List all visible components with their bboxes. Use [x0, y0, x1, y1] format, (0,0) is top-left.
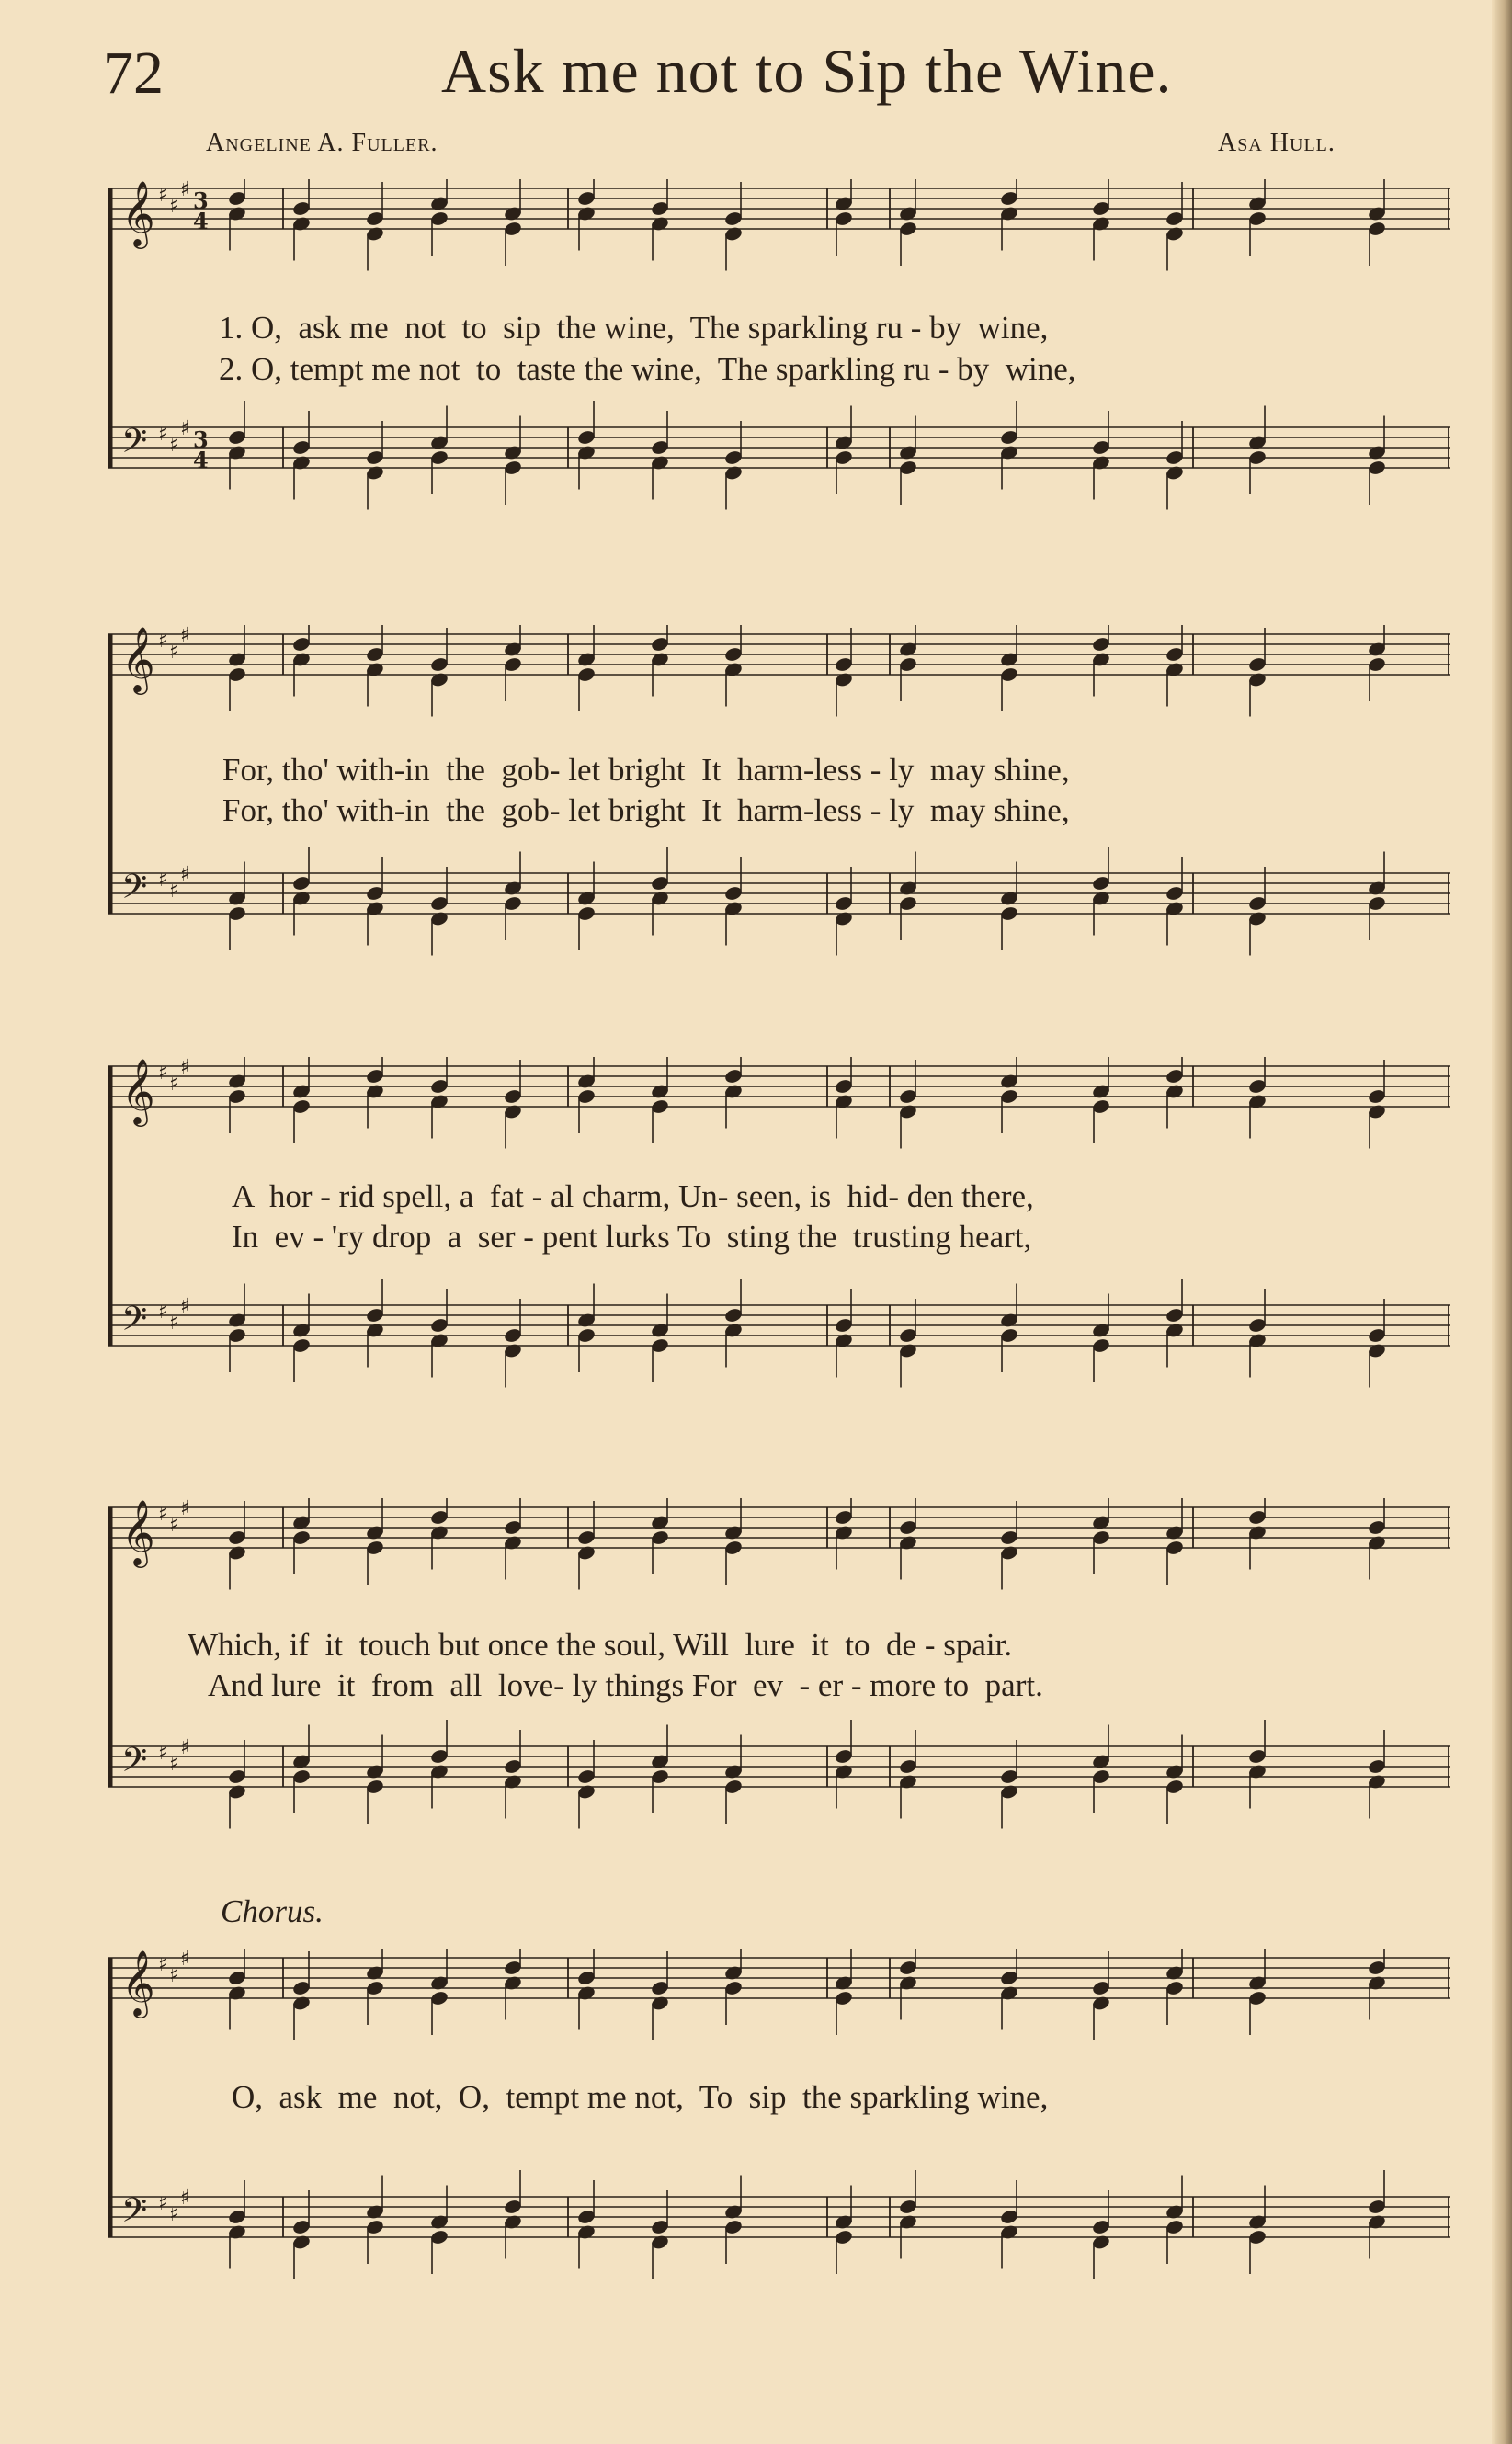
- treble-clef-icon: 𝄞: [121, 179, 155, 246]
- sharp-icon: ♯: [169, 1312, 179, 1335]
- time-signature: 3: [193, 426, 209, 453]
- sharp-icon: ♯: [180, 863, 190, 886]
- lyric-line: In ev - 'ry drop a ser - pent lurks To sting the trusting heart,: [232, 1219, 1032, 1255]
- lyric-line: Which, if it touch but once the soul, Will lure it to de - spair.: [188, 1627, 1013, 1663]
- staff-notation: [108, 625, 1450, 956]
- lyric-line: And lure it from all love- ly things For ev - er - more to part.: [208, 1667, 1043, 1703]
- treble-clef-icon: 𝄞: [121, 1057, 155, 1124]
- lyricist-credit: Angeline A. Fuller.: [206, 129, 438, 157]
- treble-clef-icon: 𝄞: [121, 625, 155, 692]
- sharp-icon: ♯: [158, 2192, 168, 2215]
- sharp-icon: ♯: [180, 1498, 190, 1520]
- sharp-icon: ♯: [158, 869, 168, 892]
- sharp-icon: ♯: [158, 423, 168, 446]
- sharp-icon: ♯: [169, 1753, 179, 1776]
- time-signature: 4: [193, 447, 209, 473]
- sharp-icon: ♯: [158, 1953, 168, 1976]
- music-system-2: [108, 625, 1450, 956]
- sharp-icon: ♯: [169, 195, 179, 218]
- sharp-icon: ♯: [169, 2203, 179, 2226]
- sharp-icon: ♯: [158, 1742, 168, 1765]
- sharp-icon: ♯: [169, 641, 179, 664]
- time-signature: 4: [193, 208, 209, 234]
- sharp-icon: ♯: [180, 1736, 190, 1759]
- hymn-title: Ask me not to Sip the Wine.: [441, 36, 1173, 106]
- sharp-icon: ♯: [180, 1057, 190, 1079]
- sharp-icon: ♯: [180, 179, 190, 201]
- bass-clef-icon: 𝄢: [121, 2191, 148, 2238]
- sharp-icon: ♯: [169, 880, 179, 903]
- sharp-icon: ♯: [158, 1062, 168, 1085]
- sharp-icon: ♯: [158, 1503, 168, 1526]
- lyric-line: For, tho' with-in the gob- let bright It harm-less - ly may shine,: [222, 792, 1070, 828]
- music-system-4: [108, 1498, 1450, 1829]
- treble-clef-icon: 𝄞: [121, 1949, 155, 2016]
- composer-credit: Asa Hull.: [1218, 129, 1336, 157]
- lyric-line: 2. O, tempt me not to taste the wine, The sparkling ru - by wine,: [219, 351, 1076, 387]
- sharp-icon: ♯: [169, 1073, 179, 1096]
- bass-clef-icon: 𝄢: [121, 1741, 148, 1788]
- sharp-icon: ♯: [169, 1964, 179, 1987]
- sharp-icon: ♯: [180, 1295, 190, 1318]
- staff-notation: [108, 1498, 1450, 1829]
- bass-clef-icon: 𝄢: [121, 868, 148, 915]
- sharp-icon: ♯: [169, 1514, 179, 1537]
- lyric-line: For, tho' with-in the gob- let bright It harm-less - ly may shine,: [222, 752, 1070, 788]
- chorus-label: Chorus.: [221, 1893, 324, 1929]
- sharp-icon: ♯: [158, 184, 168, 207]
- bass-clef-icon: 𝄢: [121, 422, 148, 469]
- lyric-line: 1. O, ask me not to sip the wine, The sparkling ru - by wine,: [219, 310, 1049, 346]
- time-signature: 3: [193, 188, 209, 214]
- sharp-icon: ♯: [180, 2187, 190, 2210]
- sharp-icon: ♯: [169, 434, 179, 457]
- bass-clef-icon: 𝄢: [121, 1300, 148, 1347]
- lyric-line: O, ask me not, O, tempt me not, To sip the sparkling wine,: [232, 2079, 1049, 2115]
- sharp-icon: ♯: [180, 625, 190, 647]
- sharp-icon: ♯: [158, 630, 168, 653]
- page-number: 72: [103, 40, 164, 107]
- treble-clef-icon: 𝄞: [121, 1498, 155, 1565]
- sharp-icon: ♯: [180, 417, 190, 440]
- sharp-icon: ♯: [180, 1949, 190, 1971]
- sharp-icon: ♯: [158, 1301, 168, 1324]
- lyric-line: A hor - rid spell, a fat - al charm, Un- seen, is hid- den there,: [232, 1178, 1034, 1214]
